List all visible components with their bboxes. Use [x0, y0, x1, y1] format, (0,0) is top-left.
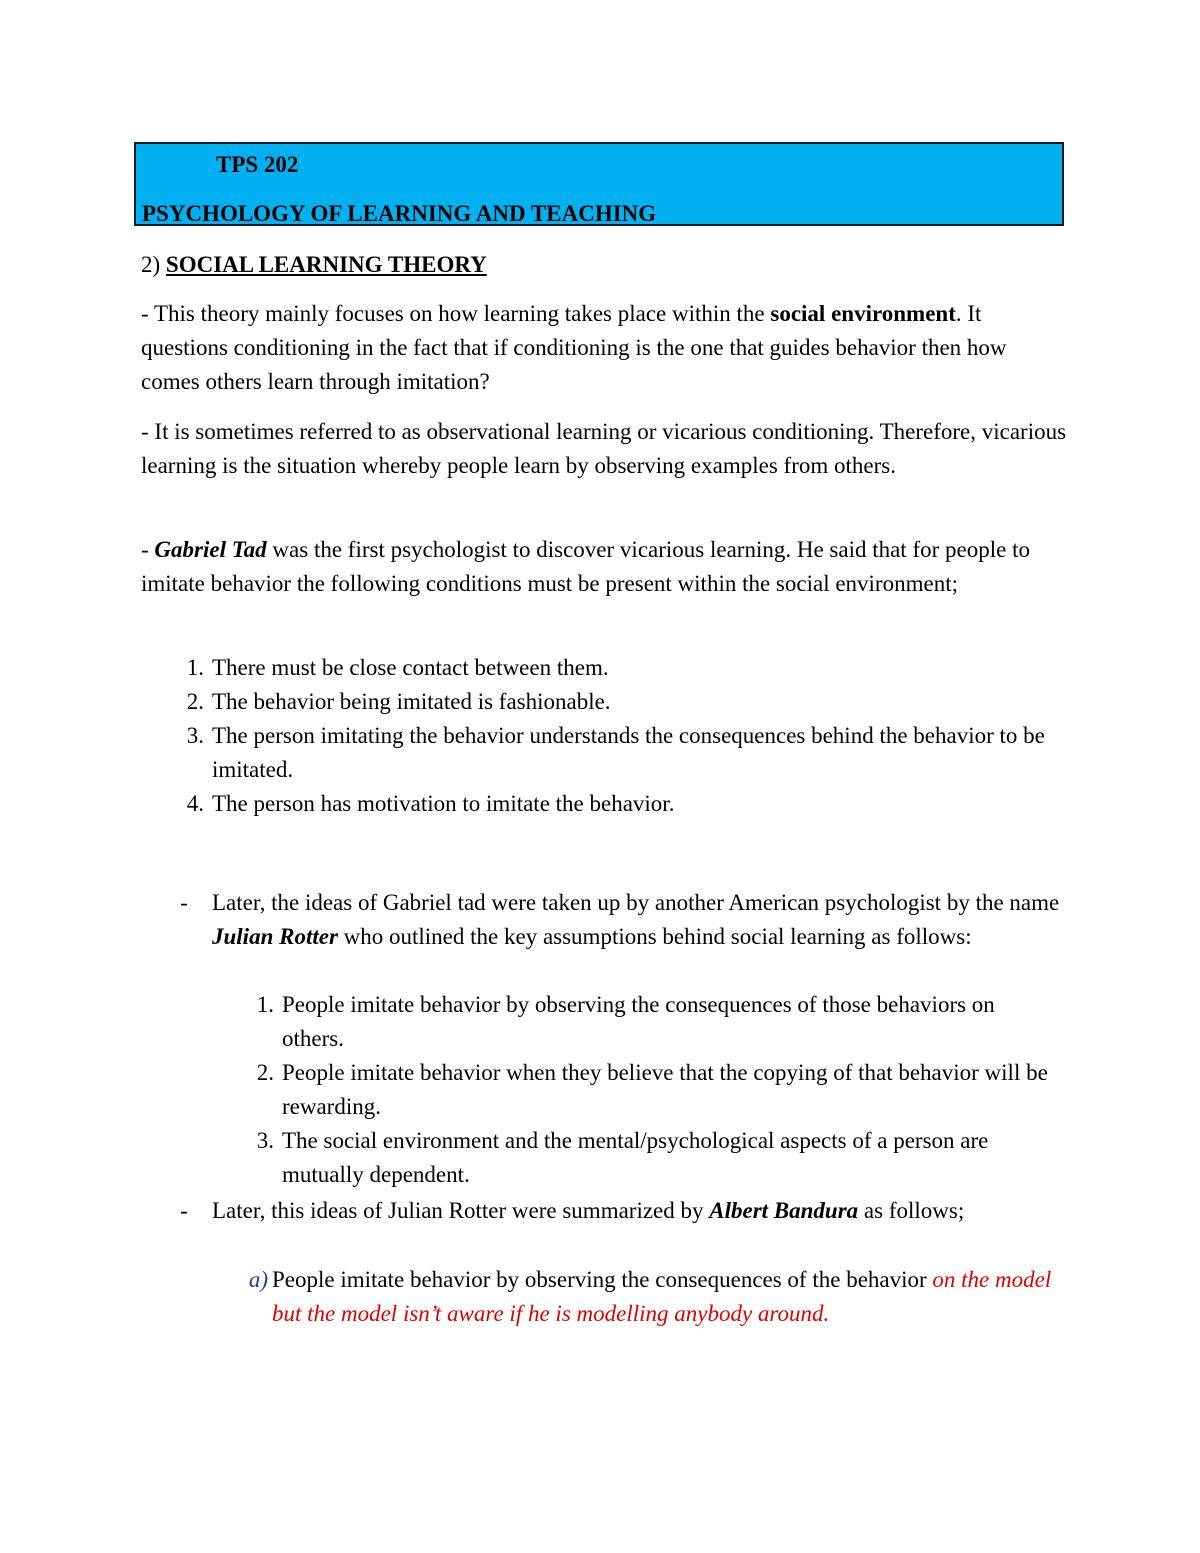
- list-item: [186, 787, 1062, 821]
- paragraph-text: -: [141, 537, 155, 562]
- section-number: 2): [141, 252, 166, 277]
- list-number: 2.: [256, 1060, 274, 1085]
- bullet-albert-bandura: [180, 1194, 1062, 1228]
- list-number: 4.: [186, 791, 204, 816]
- name-julian-rotter: Julian Rotter: [212, 924, 338, 949]
- paragraph-text: Later, the ideas of Gabriel tad were taken up by another American psychologist by the name: [212, 890, 1060, 915]
- list-number: 2.: [186, 689, 204, 714]
- dash-bullet: -: [180, 1198, 188, 1223]
- name-gabriel-tad: Gabriel Tad: [154, 537, 267, 562]
- key-term-social-environment: social environment: [770, 301, 956, 326]
- list-item: [186, 685, 1062, 719]
- list-item-text: The social environment and the mental/psychological aspects of a person are mutually dependent.: [282, 1128, 989, 1187]
- section-heading: [141, 248, 1071, 282]
- list-item-text: There must be close contact between them.: [212, 655, 609, 680]
- bullet-julian-rotter: [180, 886, 1062, 954]
- paragraph-text: was the first psychologist to discover vicarious learning. He said that for people to imitate behavior the following conditions must be present within the social environment;: [141, 537, 1030, 596]
- list-item-text: People imitate behavior by observing the consequences of the behavior: [272, 1267, 933, 1292]
- conditions-list: [186, 651, 1062, 821]
- paragraph-definition: [141, 297, 1071, 399]
- paragraph-text: who outlined the key assumptions behind social learning as follows:: [337, 924, 972, 949]
- paragraph-observational-learning: - It is sometimes referred to as observational learning or vicarious conditioning. Therefore, vicarious learning is the situation whereby people learn by observing examples from others.: [141, 419, 1067, 478]
- dash-bullet: -: [180, 890, 188, 915]
- list-number: 3.: [186, 723, 204, 748]
- list-item-text: People imitate behavior when they believe that the copying of that behavior will be rewarding.: [282, 1060, 1048, 1119]
- section-title: SOCIAL LEARNING THEORY: [165, 252, 487, 277]
- list-item-text: The person imitating the behavior understands the consequences behind the behavior to be imitated.: [212, 723, 1045, 782]
- list-item: [186, 719, 1062, 787]
- list-number: 3.: [256, 1128, 274, 1153]
- course-title: PSYCHOLOGY OF LEARNING AND TEACHING: [142, 201, 657, 226]
- assumptions-list: [256, 988, 1062, 1192]
- course-header-box: [134, 142, 1064, 226]
- paragraph-text: . It questions conditioning in the fact that if conditioning is the one that guides behavior then how comes others learn through imitation?: [141, 301, 1007, 394]
- list-item-text: People imitate behavior by observing the consequences of those behaviors on others.: [282, 992, 995, 1051]
- highlighted-note: on the model but the model isn’t aware if he is modelling anybody around.: [272, 1267, 1052, 1326]
- list-letter-marker: a): [248, 1267, 268, 1292]
- list-item: [256, 1056, 1062, 1124]
- paragraph-text: as follows;: [858, 1198, 965, 1223]
- course-code: TPS 202: [216, 152, 299, 177]
- list-item-text: The behavior being imitated is fashionable.: [212, 689, 611, 714]
- name-albert-bandura: Albert Bandura: [709, 1198, 859, 1223]
- list-item: [256, 988, 1062, 1056]
- bandura-point-a: [248, 1263, 1072, 1331]
- list-item-text: The person has motivation to imitate the behavior.: [212, 791, 675, 816]
- list-item: [186, 651, 1062, 685]
- paragraph-text: - This theory mainly focuses on how learning takes place within the: [141, 301, 771, 326]
- list-item: [256, 1124, 1062, 1192]
- paragraph-gabriel-tad: [141, 533, 1071, 601]
- list-number: 1.: [186, 655, 204, 680]
- paragraph-text: Later, this ideas of Julian Rotter were summarized by: [212, 1198, 710, 1223]
- list-number: 1.: [256, 992, 274, 1017]
